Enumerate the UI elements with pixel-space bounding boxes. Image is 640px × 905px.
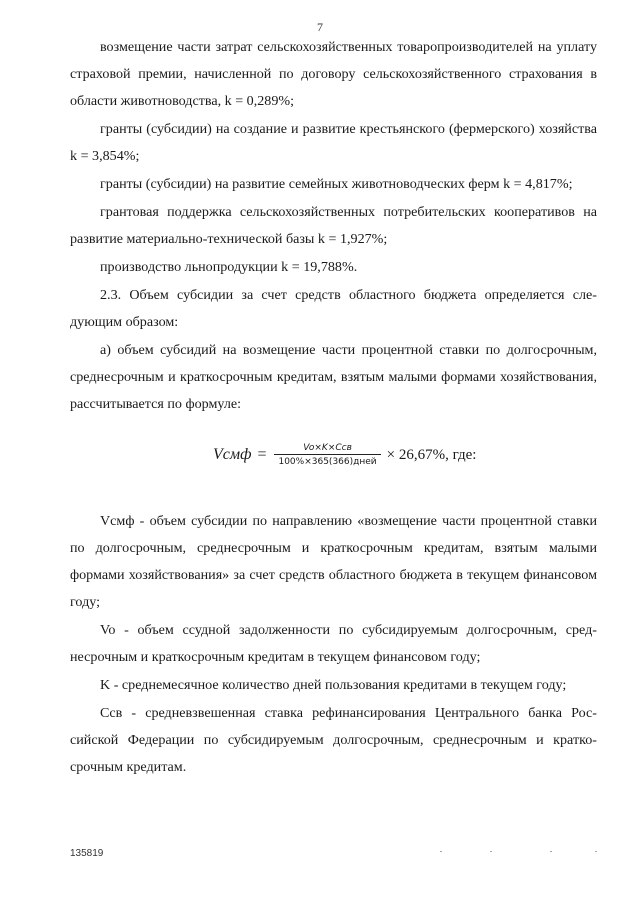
paragraph-farm-grants: гранты (субсидии) на создание и развитие крестьянского (фермерского) хозяйства k = 3,854%; xyxy=(70,121,597,164)
definition-k: K - среднемесячное количество дней пользования кредитами в текущем году; xyxy=(100,677,567,693)
formula-equals: = xyxy=(257,446,267,463)
definition-vsmf: Vсмф - объем субсидии по направлению «возмещение части процентной ставки по долгосрочным, среднесрочным и краткосрочным кредитам, взятым малыми формами хозяйствования» за счет средств областного бюджета в текущем финансовом году; xyxy=(70,513,597,610)
scan-speck xyxy=(440,851,442,852)
body-text-top xyxy=(70,34,597,418)
paragraph-insurance-premium: возмещение части затрат сельскохозяйственных товаропроизводителей на уплату страховой премии, начисленной по договору сельскохозяйственного страхования в области животноводства, k = 0,289%; xyxy=(70,39,597,109)
paragraph-subsidy-formula-intro: а) объем субсидий на возмещение части процентной ставки по долгосрочным, среднесрочным и краткосрочным кредитам, взятым малыми формами хозяйствования, рассчитывается по формуле: xyxy=(70,342,597,412)
formula-rhs: × 26,67%, где: xyxy=(386,446,477,463)
page-number: 7 xyxy=(317,20,323,34)
formula-denominator: 100%×365(366)дней xyxy=(278,457,377,467)
document-code: 135819 xyxy=(70,848,104,859)
scan-artifacts xyxy=(430,848,610,856)
definition-csv: Cсв - средневзвешенная ставка рефинансирования Центрального банка Российской Федерации по субсидируемым долгосрочным, среднесрочным и краткосрочным кредитам. xyxy=(70,705,597,775)
definition-vo: Vo - объем ссудной задолженности по субсидируемым долгосрочным, среднесрочным и краткосрочным кредитам в текущем финансовом году; xyxy=(70,622,597,665)
scan-speck xyxy=(595,851,597,852)
subsidy-formula xyxy=(213,443,476,467)
paragraph-cooperatives: грантовая поддержка сельскохозяйственных потребительских кооперативов на развитие материально-технической базы k = 1,927%; xyxy=(70,204,597,247)
body-text-definitions xyxy=(70,508,597,781)
formula-numerator: Vo×K×Cсв xyxy=(303,443,352,453)
scan-speck xyxy=(490,851,492,852)
paragraph-section-2-3: 2.3. Объем субсидии за счет средств областного бюджета определяется следующим образом: xyxy=(70,287,597,330)
paragraph-family-farms: гранты (субсидии) на развитие семейных животноводческих ферм k = 4,817%; xyxy=(100,176,573,192)
formula-fraction xyxy=(274,443,380,467)
formula-lhs: Vсмф xyxy=(213,446,252,463)
paragraph-flax-production: производство льнопродукции k = 19,788%. xyxy=(100,259,358,275)
scan-speck xyxy=(550,851,552,852)
